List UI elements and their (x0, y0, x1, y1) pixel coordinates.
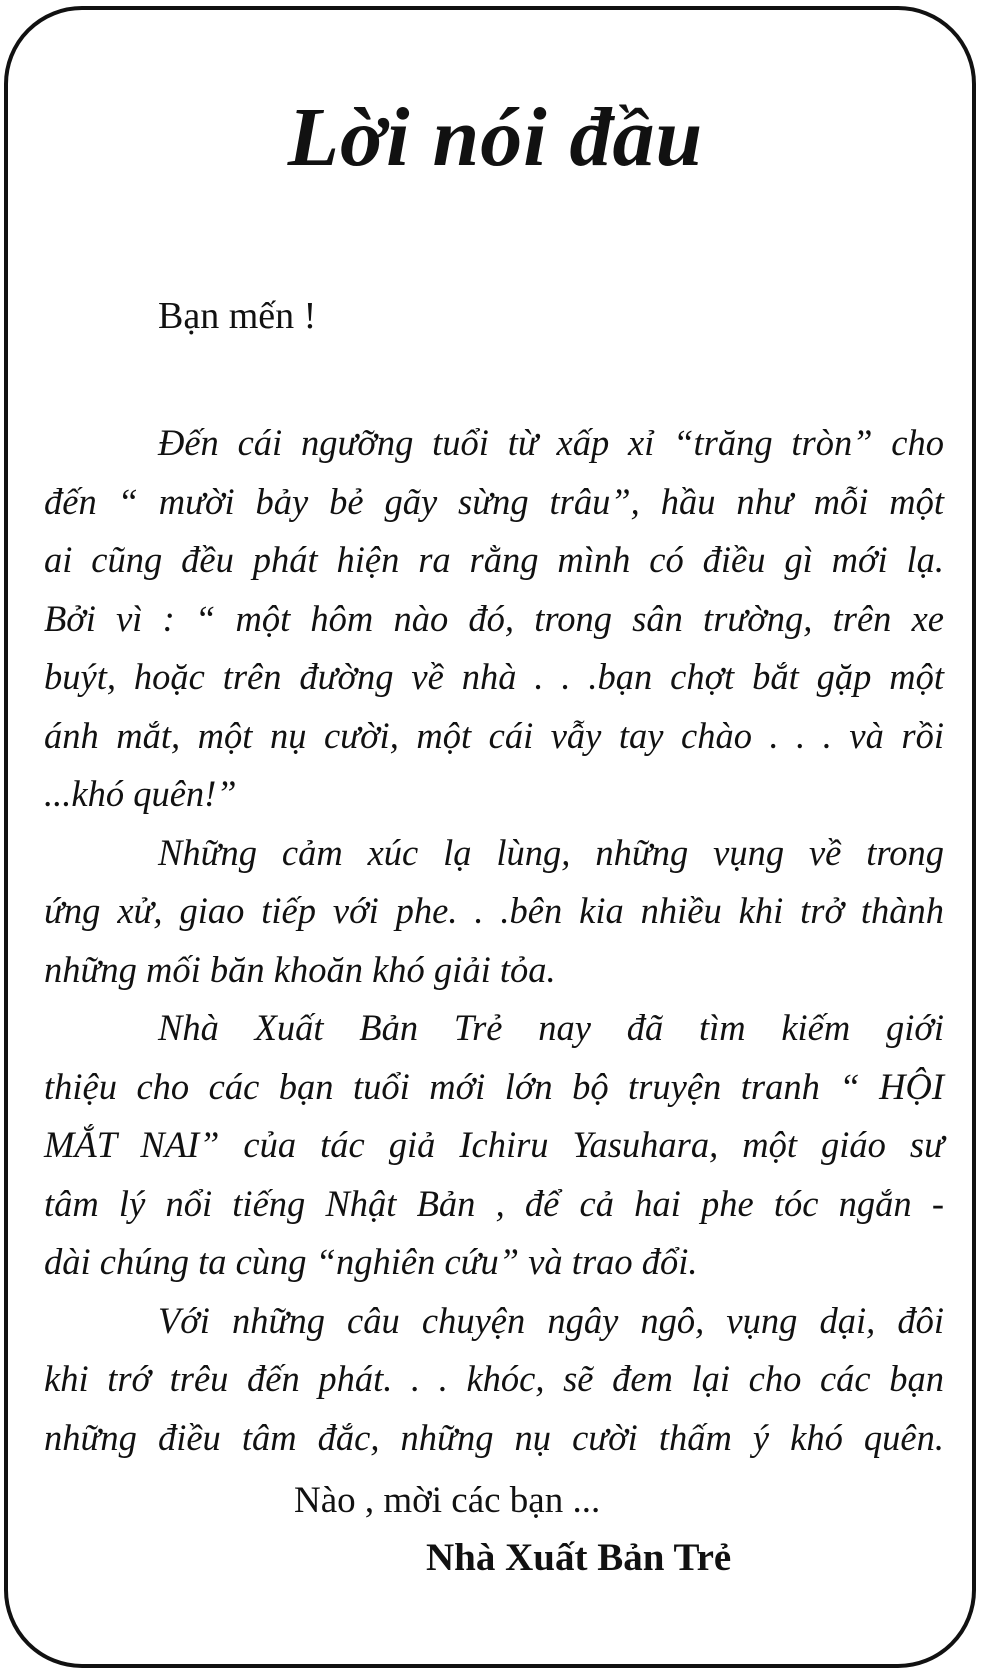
body-line: ai cũng đều phát hiện ra rằng mình có điều gì mới lạ. (44, 539, 944, 580)
body-line: tâm lý nổi tiếng Nhật Bản , để cả hai phe tóc ngắn - (44, 1182, 944, 1224)
body-line: ánh mắt, một nụ cười, một cái vẫy tay chào . . . và rồi (44, 714, 944, 756)
body-line: dài chúng ta cùng “nghiên cứu” và trao đổi. (44, 1241, 698, 1282)
body-line: những điều tâm đắc, những nụ cười thấm ý khó quên. (44, 1416, 944, 1458)
body-line: Với những câu chuyện ngây ngô, vụng dại, đôi (158, 1299, 944, 1341)
body-line: Bởi vì : “ một hôm nào đó, trong sân trường, trên xe (44, 597, 944, 639)
page-title: Lời nói đầu (287, 91, 704, 184)
body-line: ...khó quên!” (44, 773, 237, 814)
body-text (44, 414, 944, 1467)
body-line: MẮT NAI” của tác giả Ichiru Yasuhara, một giáo sư (44, 1124, 944, 1165)
body-line: thiệu cho các bạn tuổi mới lớn bộ truyện tranh “ HỘI (44, 1065, 944, 1107)
body-line: Đến cái ngưỡng tuổi từ xấp xỉ “trăng tròn” cho (158, 422, 944, 463)
body-line: buýt, hoặc trên đường về nhà . . .bạn chợt bắt gặp một (44, 656, 944, 697)
closing-line: Nào , mời các bạn ... (294, 1480, 601, 1521)
body-line: đến “ mười bảy bẻ gãy sừng trâu”, hầu như mỗi một (44, 480, 944, 522)
body-line: những mối băn khoăn khó giải tỏa. (44, 948, 556, 990)
signature: Nhà Xuất Bản Trẻ (426, 1536, 732, 1579)
body-line: ứng xử, giao tiếp với phe. . .bên kia nhiều khi trở thành (44, 890, 944, 931)
body-line: khi trớ trêu đến phát. . . khóc, sẽ đem lại cho các bạn (44, 1358, 944, 1399)
body-line: Nhà Xuất Bản Trẻ nay đã tìm kiếm giới (158, 1007, 944, 1048)
body-line: Những cảm xúc lạ lùng, những vụng về trong (158, 831, 944, 873)
greeting: Bạn mến ! (158, 295, 317, 337)
